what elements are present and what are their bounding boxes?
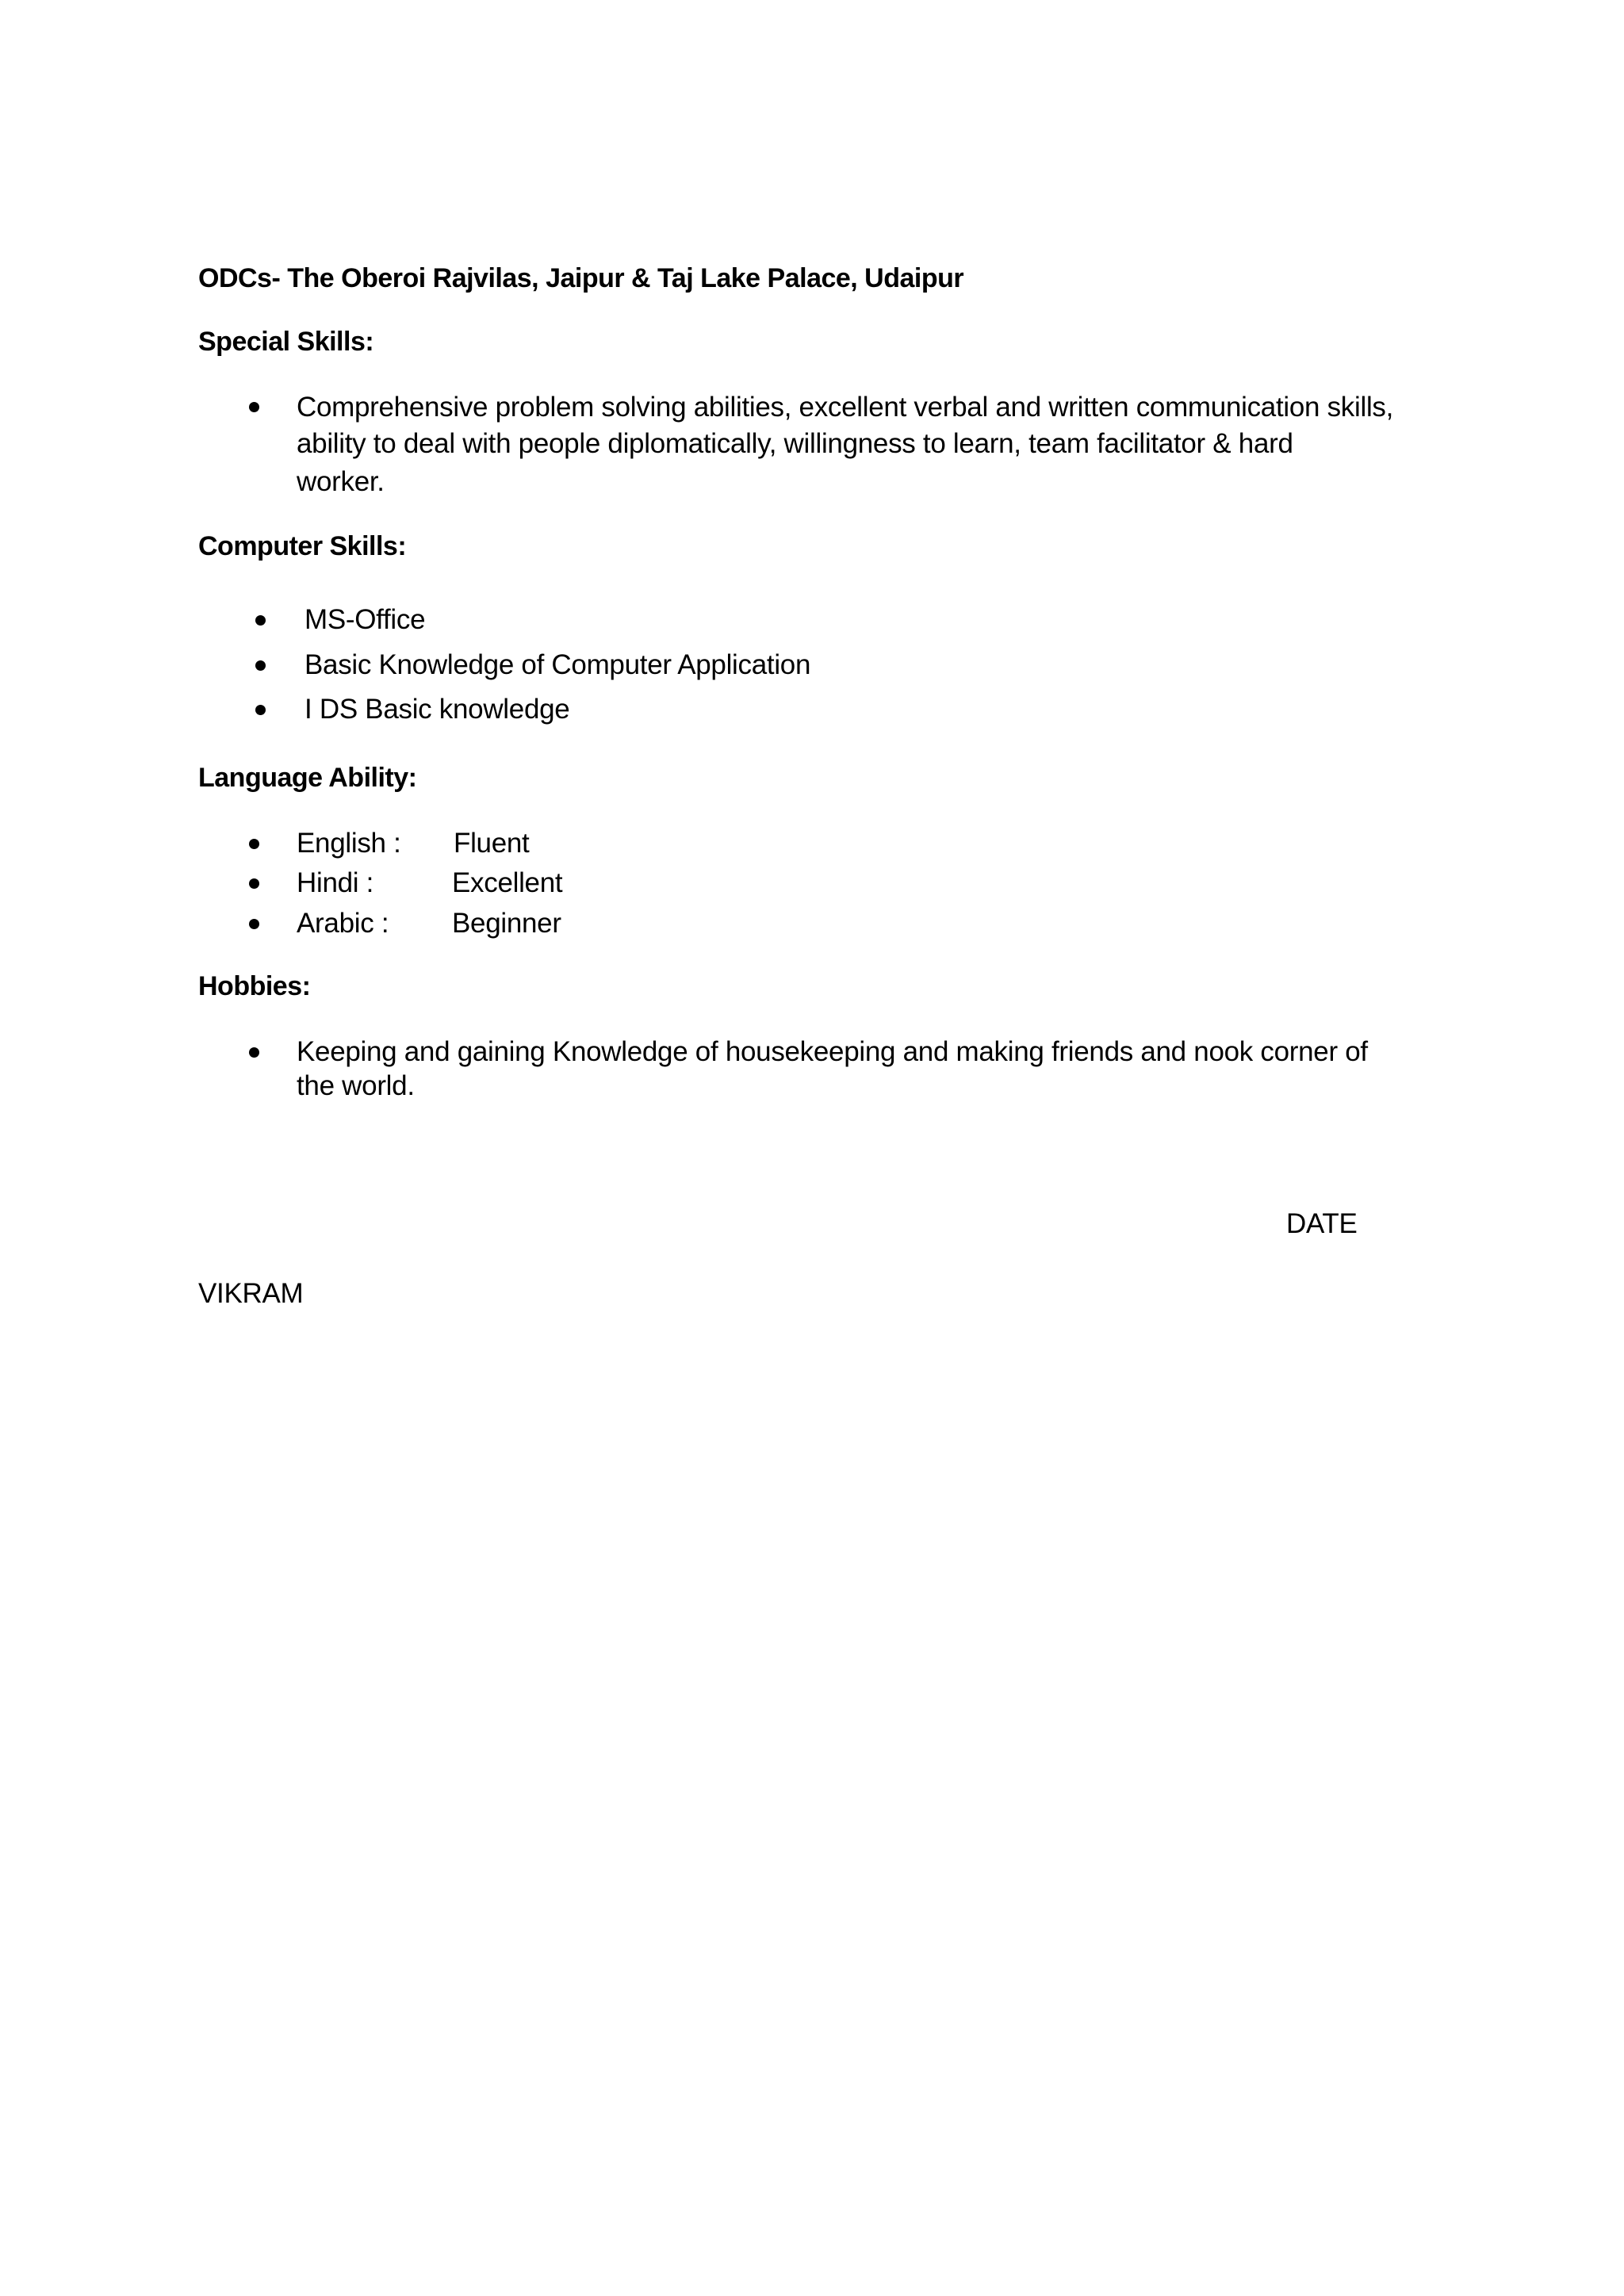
- computer-skill-item: I DS Basic knowledge: [304, 694, 570, 725]
- language-name: Hindi :: [297, 867, 374, 898]
- language-level: Beginner: [452, 908, 561, 939]
- language-ability-heading: Language Ability:: [198, 763, 417, 793]
- computer-skills-heading: Computer Skills:: [198, 531, 407, 561]
- special-skills-line-3: worker.: [297, 466, 385, 497]
- bullet-icon: [249, 402, 259, 412]
- bullet-icon: [249, 919, 259, 929]
- hobbies-line-1: Keeping and gaining Knowledge of housekeeping and making friends and nook corner of: [297, 1036, 1368, 1067]
- odcs-line: ODCs- The Oberoi Rajvilas, Jaipur & Taj Lake Palace, Udaipur: [198, 263, 964, 293]
- signature-name: VIKRAM: [198, 1278, 304, 1309]
- computer-skill-item: MS-Office: [304, 604, 426, 635]
- bullet-icon: [249, 878, 259, 889]
- computer-skill-item: Basic Knowledge of Computer Application: [304, 649, 811, 680]
- language-name: Arabic :: [297, 908, 389, 939]
- special-skills-line-2: ability to deal with people diplomatically, willingness to learn, team facilitator & hard: [297, 428, 1293, 459]
- language-name: English :: [297, 828, 401, 859]
- language-level: Fluent: [454, 828, 530, 859]
- bullet-icon: [255, 615, 266, 626]
- language-level: Excellent: [452, 867, 563, 898]
- hobbies-heading: Hobbies:: [198, 971, 311, 1001]
- hobbies-line-2: the world.: [297, 1070, 415, 1101]
- date-label: DATE: [1286, 1208, 1358, 1239]
- bullet-icon: [249, 839, 259, 849]
- bullet-icon: [255, 660, 266, 671]
- bullet-icon: [255, 705, 266, 715]
- special-skills-heading: Special Skills:: [198, 327, 374, 357]
- bullet-icon: [249, 1047, 259, 1058]
- special-skills-line-1: Comprehensive problem solving abilities, excellent verbal and written communication skills,: [297, 392, 1394, 423]
